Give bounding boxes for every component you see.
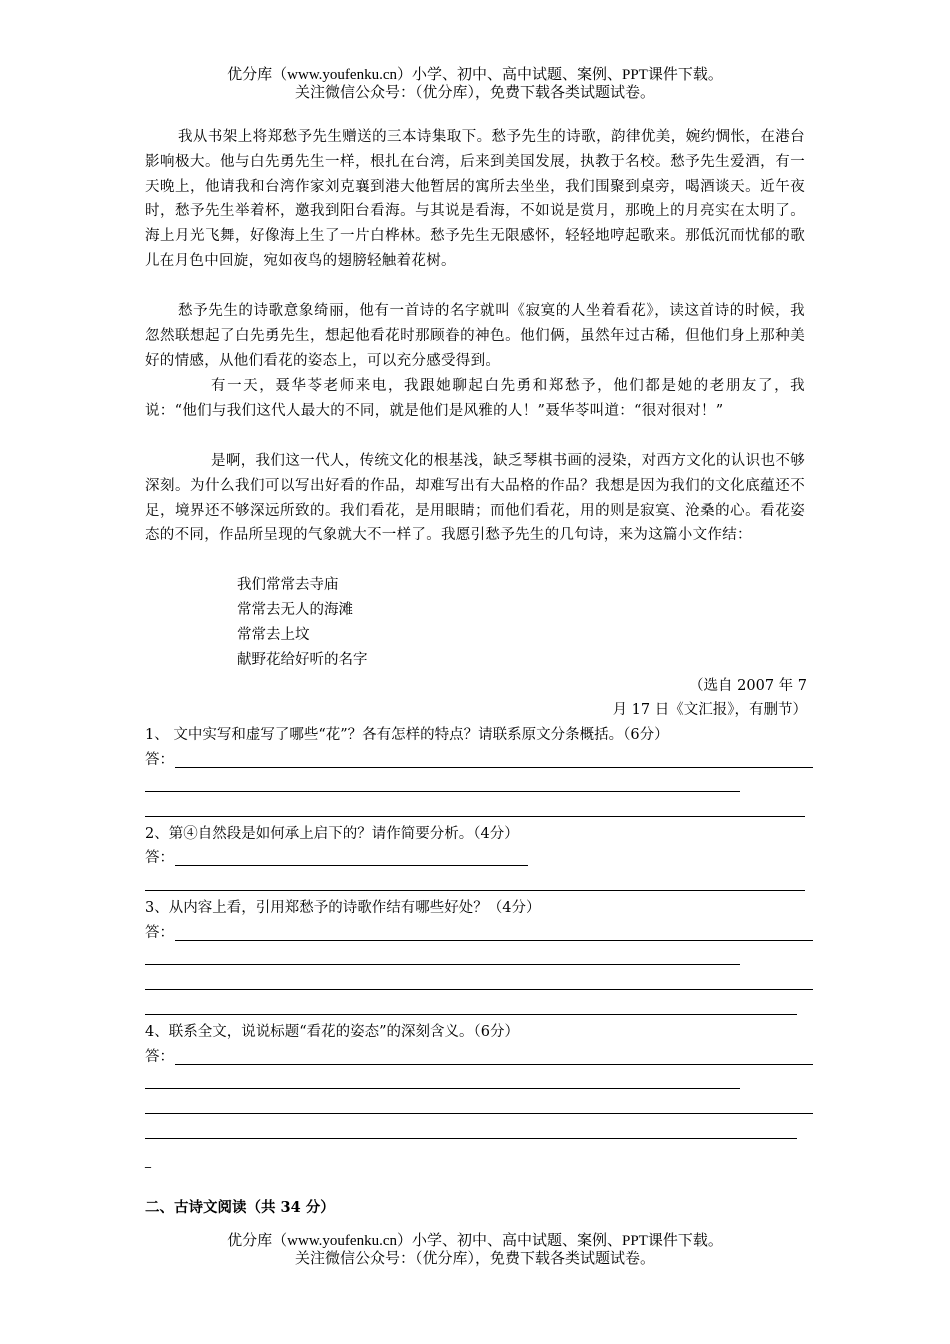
answer-line[interactable]: [145, 791, 740, 792]
answer-line[interactable]: [175, 767, 813, 768]
article-paragraph-4: 是啊，我们这一代人，传统文化的根基浅，缺乏琴棋书画的浸染，对西方文化的认识也不够深刻。为什么我们可以写出好看的作品，却难写出有大品格的作品？我想是因为我们的文化底蕴还不足，境界还不够深远所致的。我们看花，是用眼睛；而他们看花，用的则是寂寞、沧桑的心。看花姿态的不同，作品所呈现的气象就大不一样了。我愿引愁予先生的几句诗，来为这篇小文作结：: [145, 453, 805, 544]
article-paragraph-2: 愁予先生的诗歌意象绮丽，他有一首诗的名字就叫《寂寞的人坐着看花》，读这首诗的时候，我忽然联想起了白先勇先生，想起他看花时那顾眷的神色。他们俩，虽然年过古稀，但他们身上那种美好的情感，从他们看花的姿态上，可以充分感受得到。: [145, 303, 805, 369]
poem-line-3: 常常去上坟: [237, 627, 310, 643]
question-1: 1、 文中实写和虚写了哪些“花”？各有怎样的特点？请联系原文分条概括。（6分）: [145, 727, 669, 743]
header-line-2: 关注微信公众号：（优分库），免费下载各类试题试卷。: [294, 85, 655, 101]
poem-line-1: 我们常常去寺庙: [237, 577, 339, 593]
answer-line[interactable]: [145, 1138, 797, 1139]
footer-line-2: 关注微信公众号：（优分库），免费下载各类试题试卷。: [294, 1251, 655, 1267]
stray-mark: _: [145, 1154, 151, 1168]
answer-line[interactable]: [145, 890, 805, 891]
article-paragraph-3: 有一天，聂华苓老师来电，我跟她聊起白先勇和郑愁予，他们都是她的老朋友了，我说：“他们与我们这代人最大的不同，就是他们是风雅的人！”聂华苓叫道：“很对很对！”: [145, 378, 805, 419]
source-line-2: 月 17 日《文汇报》，有删节）: [612, 702, 807, 718]
section-2-title: 二、古诗文阅读（共 34 分）: [145, 1199, 335, 1216]
answer-line[interactable]: [145, 816, 805, 817]
answer-line[interactable]: [145, 1113, 813, 1114]
answer-label-2: 答：: [145, 850, 174, 866]
answer-line[interactable]: [145, 1088, 740, 1089]
answer-label-4: 答：: [145, 1049, 174, 1065]
answer-line[interactable]: [145, 964, 740, 965]
answer-line[interactable]: [175, 1064, 813, 1065]
answer-label-1: 答：: [145, 752, 174, 768]
answer-line[interactable]: [175, 865, 528, 866]
question-2: 2、第④自然段是如何承上启下的？请作简要分析。（4分）: [145, 826, 519, 842]
answer-line[interactable]: [145, 1014, 797, 1015]
question-4: 4、联系全文，说说标题“看花的姿态”的深刻含义。（6分）: [145, 1024, 520, 1040]
footer-line-1: 优分库（www.youfenku.cn）小学、初中、高中试题、案例、PPT课件下载。: [227, 1233, 723, 1249]
answer-line[interactable]: [145, 989, 813, 990]
article-paragraph-1: 我从书架上将郑愁予先生赠送的三本诗集取下。愁予先生的诗歌，韵律优美，婉约惆怅，在港台影响极大。他与白先勇先生一样，根扎在台湾，后来到美国发展，执教于名校。愁予先生爱酒，有一天晚上，他请我和台湾作家刘克襄到港大他暂居的寓所去坐坐，我们围聚到桌旁，喝酒谈天。近午夜时，愁予先生举着杯，邀我到阳台看海。与其说是看海，不如说是赏月，那晚上的月亮实在太明了。海上月光飞舞，好像海上生了一片白桦林。愁予先生无限感怀，轻轻地哼起歌来。那低沉而忧郁的歌儿在月色中回旋，宛如夜鸟的翅膀轻触着花树。: [145, 129, 805, 269]
answer-line[interactable]: [175, 940, 813, 941]
source-line-1: （选自 2007 年 7: [689, 678, 807, 694]
question-3: 3、从内容上看，引用郑愁予的诗歌作结有哪些好处？（4分）: [145, 900, 541, 916]
poem-line-4: 献野花给好听的名字: [237, 652, 368, 668]
header-line-1: 优分库（www.youfenku.cn）小学、初中、高中试题、案例、PPT课件下载。: [227, 67, 723, 83]
answer-label-3: 答：: [145, 925, 174, 941]
poem-line-2: 常常去无人的海滩: [237, 602, 353, 618]
